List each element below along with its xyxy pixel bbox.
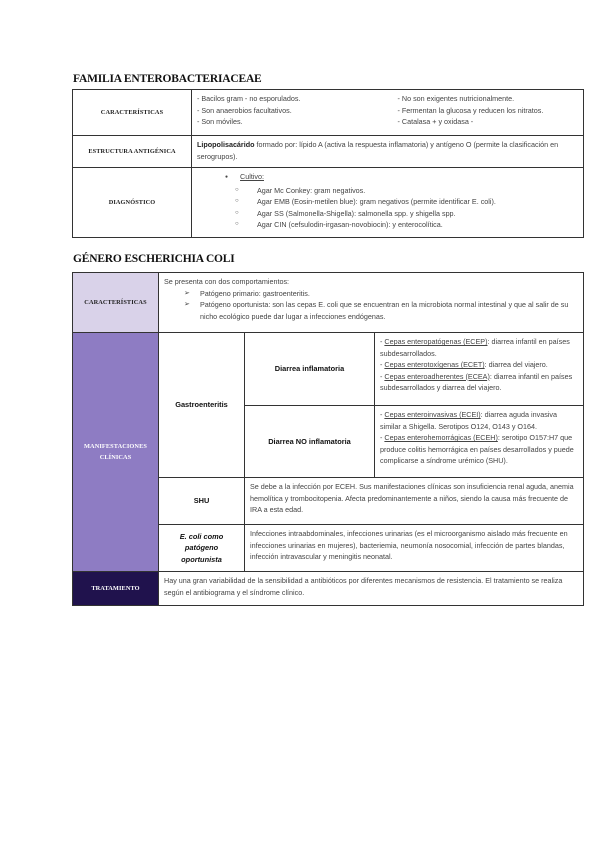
diarrea-inflamatoria-label: Diarrea inflamatoria: [245, 333, 375, 406]
section-title-escherichia: GÉNERO ESCHERICHIA COLI: [73, 253, 235, 265]
escherichia-table: [72, 272, 584, 606]
shu-label: SHU: [159, 478, 245, 525]
section-title-enterobacteriaceae: FAMILIA ENTEROBACTERIACEAE: [73, 73, 262, 85]
list-item: - Fermentan la glucosa y reducen los nitratos.: [397, 105, 544, 115]
list-item: ➢ Patógeno primario: gastroenteritis.: [200, 288, 578, 300]
list-item: - Cepas enterotoxígenas (ECET): diarrea del viajero.: [380, 360, 548, 369]
list-item: ○ Agar EMB (Eosin-metilen blue): gram negativos (permite identificar E. coli).: [257, 196, 578, 208]
row-label-caracteristicas: CARACTERÍSTICAS: [73, 90, 192, 136]
oportunista-label: E. coli como patógeno oportunista: [159, 525, 245, 572]
diarrea-no-inflamatoria-content: [375, 406, 584, 478]
list-item: - Bacilos gram - no esporulados.: [197, 94, 301, 103]
lps-term: Lipopolisacárido: [197, 140, 255, 149]
row-label-caracteristicas-ecoli: CARACTERÍSTICAS: [73, 273, 159, 333]
list-item: - Cepas enteroinvasivas (ECEI): diarrea aguda invasiva similar a Shigella. Serotipos O124, O143 y O164.: [380, 410, 557, 431]
caracteristicas-right: [378, 93, 579, 128]
diarrea-no-inflamatoria-label: Diarrea NO inflamatoria: [245, 406, 375, 478]
gastroenteritis-label: Gastroenteritis: [159, 333, 245, 478]
row-label-diagnostico: DIAGNÓSTICO: [73, 168, 192, 238]
list-item: ➢ Patógeno oportunista: son las cepas E. coli que se encuentran en la microbiota normal intestinal y que al salir de su nicho ecológico puede dar lugar a infecciones endógenas.: [200, 299, 578, 322]
list-item: ○ Agar CIN (cefsulodin-irgasan-novobiocin): y enterocolítica.: [257, 219, 578, 231]
list-item: ○ Agar Mc Conkey: gram negativos.: [257, 185, 578, 197]
list-item: - No son exigentes nutricionalmente.: [397, 94, 515, 103]
list-item: - Catalasa + y oxidasa -: [397, 117, 474, 126]
shu-content: Se debe a la infección por ECEH. Sus manifestaciones clínicas son insuficiencia renal aguda, anemia hemolítica y trombocitopenia. Afecta predominantemente a niños, siendo la causa más frecuente de IRA a esta edad.: [245, 478, 584, 525]
intro-text: Se presenta con dos comportamientos:: [164, 277, 290, 286]
caracteristicas-ecoli-content: [159, 273, 584, 333]
list-item: - Cepas enteroadherentes (ECEA): diarrea infantil en países subdesarrollados y diarrea del viajero.: [380, 371, 573, 392]
estructura-content: [192, 136, 584, 168]
list-item: - Son móviles.: [197, 117, 243, 126]
list-item: - Cepas enteropatógenas (ECEP): diarrea infantil en países subdesarrollados.: [380, 337, 570, 358]
tratamiento-content: Hay una gran variabilidad de la sensibilidad a antibióticos por diferentes mecanismos de resistencia. El tratamiento se realiza según el antibiograma y el síndrome clínico.: [159, 572, 584, 606]
row-label-estructura: ESTRUCTURA ANTIGÉNICA: [73, 136, 192, 168]
enterobacteriaceae-table: [72, 89, 584, 238]
row-label-tratamiento: TRATAMIENTO: [73, 572, 159, 606]
caracteristicas-left: [197, 93, 378, 128]
diagnostico-content: [192, 168, 584, 238]
list-item: - Cepas enterohemorrágicas (ECEH): serotipo O157:H7 que produce colitis hemorrágica en países desarrollados y puede complicarse a síndrome urémico (SHU).: [380, 433, 574, 465]
row-label-manifestaciones: MANIFESTACIONES CLÍNICAS: [73, 333, 159, 572]
cultivo-label: Cultivo:: [240, 172, 264, 181]
oportunista-content: Infecciones intraabdominales, infecciones urinarias (es el microorganismo aislado más frecuente en infecciones urinarias en mujeres), bacteriemia, neumonía nosocomial, infección de partes blandas, infección intravascular y meningitis neonatal.: [245, 525, 584, 572]
diarrea-inflamatoria-content: [375, 333, 584, 406]
list-item: - Son anaerobios facultativos.: [197, 105, 292, 115]
lps-text: formado por: lípido A (activa la respuesta inflamatoria) y antígeno O (permite la clasificación en serogrupos).: [197, 140, 559, 161]
caracteristicas-content: [192, 90, 584, 136]
list-item: ○ Agar SS (Salmonella-Shigella): salmonella spp. y shigella spp.: [257, 208, 578, 220]
